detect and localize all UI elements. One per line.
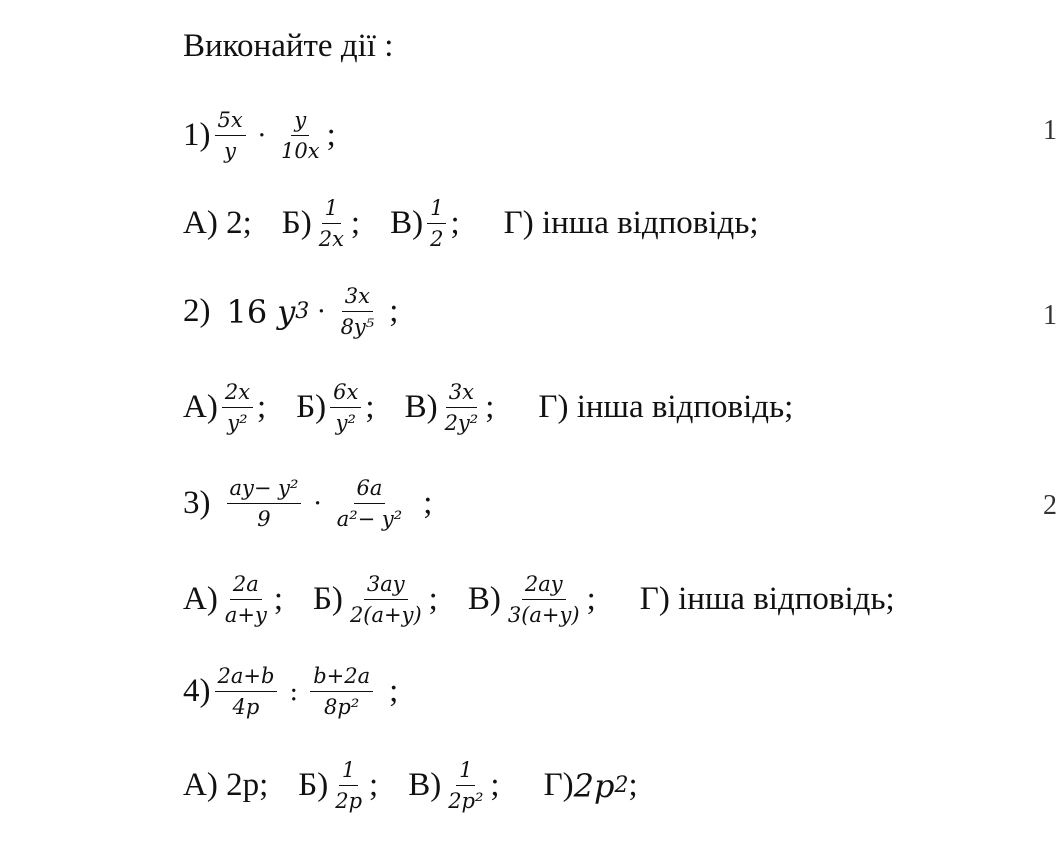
answer-b-label: Б)	[296, 389, 327, 426]
question-number: 2)	[183, 293, 211, 330]
answer-c-label: В)	[467, 581, 501, 618]
fraction	[347, 572, 425, 627]
edge-mark: 2	[1043, 490, 1057, 521]
denominator: 2(a+y)	[349, 603, 422, 628]
numerator: 2a	[230, 572, 262, 600]
answer-d: Г) інша відповідь;	[538, 389, 794, 426]
denominator: 9	[257, 507, 271, 532]
numerator: 1	[339, 758, 358, 786]
terminator: ;	[490, 767, 500, 804]
answer-d-exponent: 2	[614, 772, 629, 798]
fraction	[505, 572, 583, 627]
terminator: ;	[428, 581, 438, 618]
terminator: ;	[365, 389, 375, 426]
fraction	[442, 380, 482, 435]
fraction	[222, 572, 270, 627]
edge-mark: 1	[1043, 300, 1057, 331]
fraction	[330, 380, 361, 435]
fraction	[215, 664, 278, 719]
denominator: y²	[227, 411, 248, 436]
answer-a: А) 2;	[183, 205, 252, 242]
numerator: 3x	[446, 380, 477, 408]
terminator: ;	[389, 293, 399, 330]
multiply-operator: ·	[317, 296, 326, 327]
numerator: 5x	[215, 108, 246, 136]
question-1	[183, 108, 336, 163]
terminator: ;	[326, 117, 336, 154]
variable: y	[277, 292, 296, 331]
terminator: ;	[350, 205, 361, 242]
fraction	[215, 108, 246, 163]
fraction	[222, 380, 253, 435]
numerator: ay− y²	[227, 476, 302, 504]
fraction	[278, 108, 323, 163]
coefficient: 16	[226, 292, 268, 331]
denominator: y²	[335, 411, 356, 436]
task-heading	[183, 30, 393, 63]
terminator: ;	[586, 581, 596, 618]
answer-d-base: 2p	[573, 766, 615, 805]
answer-b-label: Б)	[298, 767, 329, 804]
numerator: 1	[456, 758, 475, 786]
denominator: 2	[430, 227, 444, 252]
terminator: ;	[450, 205, 460, 242]
fraction	[310, 664, 373, 719]
terminator: ;	[485, 389, 495, 426]
answer-d-label: Г)	[543, 767, 574, 804]
numerator: 1	[322, 196, 341, 224]
denominator: 3(a+y)	[507, 603, 580, 628]
question-number: 1)	[183, 117, 211, 154]
denominator: y	[224, 139, 237, 164]
fraction	[338, 284, 378, 339]
numerator: 1	[427, 196, 446, 224]
exponent: 3	[295, 298, 310, 324]
question-number: 3)	[183, 485, 211, 522]
numerator: 2ay	[522, 572, 566, 600]
denominator: 8y⁵	[340, 315, 375, 340]
numerator: 6x	[330, 380, 361, 408]
question-2	[183, 284, 398, 339]
numerator: 3ay	[364, 572, 408, 600]
denominator: 2p²	[448, 789, 484, 814]
answer-b-label: Б)	[312, 581, 343, 618]
fraction	[332, 758, 365, 813]
denominator: 2y²	[444, 411, 479, 436]
fraction	[427, 196, 446, 251]
edge-mark: 1	[1043, 115, 1057, 146]
answer-c-label: В)	[408, 767, 442, 804]
denominator: 8p²	[324, 695, 360, 720]
answers-4	[183, 758, 638, 813]
terminator: ;	[257, 389, 267, 426]
answer-a: А) 2р;	[183, 767, 269, 804]
answer-c-label: В)	[390, 205, 424, 242]
numerator: 2a+b	[215, 664, 278, 692]
fraction	[316, 196, 347, 251]
answers-3	[183, 572, 895, 627]
multiply-operator: ·	[313, 488, 322, 519]
answer-a-label: А)	[183, 389, 218, 426]
answer-d: Г) інша відповідь;	[639, 581, 895, 618]
answer-b-label: Б)	[281, 205, 312, 242]
answer-a-label: А)	[183, 581, 218, 618]
denominator: 2x	[318, 227, 344, 252]
denominator: 2p	[335, 789, 363, 814]
denominator: 10x	[280, 139, 320, 164]
fraction	[227, 476, 302, 531]
answers-1	[183, 196, 759, 251]
heading-text: Виконайте дії :	[183, 28, 394, 64]
numerator: 6a	[354, 476, 386, 504]
answer-d: Г) інша відповідь;	[503, 205, 759, 242]
fraction	[334, 476, 406, 531]
numerator: 3x	[342, 284, 373, 312]
numerator: b+2a	[310, 664, 373, 692]
terminator: ;	[423, 485, 433, 522]
numerator: 2x	[222, 380, 253, 408]
denominator: a²− y²	[336, 507, 403, 532]
terminator: ;	[273, 581, 283, 618]
divide-operator: :	[289, 676, 299, 707]
numerator: y	[291, 108, 309, 136]
answer-c-label: В)	[404, 389, 438, 426]
answers-2	[183, 380, 793, 435]
terminator: ;	[369, 767, 379, 804]
multiply-operator: ·	[257, 120, 266, 151]
fraction	[445, 758, 486, 813]
question-4	[183, 664, 398, 719]
denominator: a+y	[224, 603, 267, 628]
terminator: ;	[628, 767, 638, 804]
question-number: 4)	[183, 673, 211, 710]
denominator: 4p	[232, 695, 260, 720]
terminator: ;	[389, 673, 399, 710]
question-3	[183, 476, 432, 531]
